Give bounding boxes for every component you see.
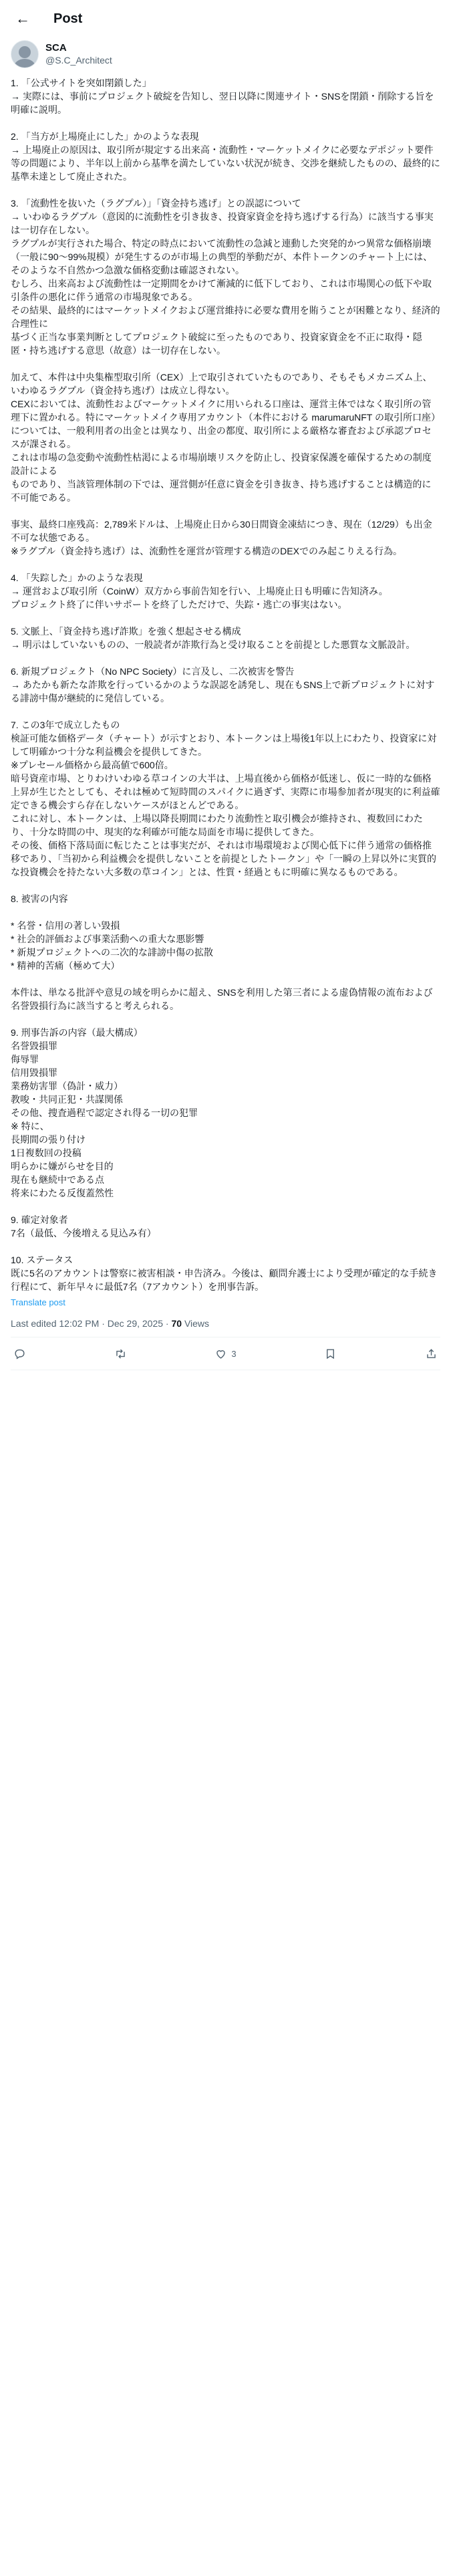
post-body [0,76,451,1370]
post-paragraph: 事実、最終口座残高：2,789米ドルは、上場廃止日から30日間資金凍結につき、現在（12/29）も出金不可な状態である。 ※ラグプル（資金持ち逃げ）は、流動性を運営が管理する構造のDEXでのみ起こりえる行為。 [11,519,432,556]
author-name[interactable]: SCA [45,42,67,53]
header [0,0,451,37]
action-bar [11,1337,440,1370]
reply-icon [13,1348,26,1360]
post-paragraph: 8. 被害の内容 [11,893,68,904]
repost-button[interactable] [114,1348,127,1360]
post-paragraph: 3. 「流動性を抜いた（ラグプル）」「資金持ち逃げ」との誤認について → いわゆるラグプル（意図的に流動性を引き抜き、投資家資金を持ち逃げする行為）に該当する事実は一切存在しない。 ラグプルが実行された場合、特定の時点において流動性の急減と連動した突発的かつ異常な価格崩壊（一般に90〜99%規模）が発生するのが市場上の典型的挙動だが、本件トークンのチャート上には、そのような不自然かつ急激な価格変動は確認されない。 むしろ、出来高および流動性は一定期間をかけて漸減的に低下しており、これは市場関心の低下や取引条件の悪化に伴う通常の市場現象である。 その結果、最終的にはマーケットメイクおよび運営維持に必要な費用を賄うことが困難となり、経済的合理性に 基づく正当な事業判断としてプロジェクト破綻に至ったものであり、投資家資金を不正に取得・隠匿・持ち逃げする意思（故意）は一切存在しない。 [11,198,440,356]
author-names [45,42,112,66]
post-paragraph: 10. ステータス 既に5名のアカウントは警察に被害相談・申告済み。今後は、顧問弁護士により受理が確定的な手続き行程にて、新年早々に最低7名（7アカウント）を刑事告訴。 [11,1255,438,1292]
post-meta [11,1318,440,1337]
like-button[interactable] [214,1348,236,1360]
like-count: 3 [231,1348,237,1359]
share-icon [425,1348,438,1360]
post-paragraph: 本件は、単なる批評や意見の域を明らかに超え、SNSを利用した第三者による虚偽情報の流布および名誉毀損行為に該当すると考えられる。 [11,987,433,1011]
post-paragraph: 9. 確定対象者 7名（最低、今後増える見込み有） [11,1214,156,1239]
avatar[interactable] [11,40,39,68]
post-paragraph: 1. 「公式サイトを突如閉鎖した」 → 実際には、事前にプロジェクト破綻を告知し、翌日以降に関連サイト・SNSを閉鎖・削除する旨を明確に説明。 [11,78,434,115]
author-handle[interactable]: @S.C_Architect [45,55,112,66]
page-title: Post [53,11,83,26]
views-count: 70 [171,1318,182,1329]
post-paragraph: 7. この3年で成立したもの 検証可能な価格データ（チャート）が示すとおり、本トークンは上場後1年以上にわたり、投資家に対して明確かつ十分な利益機会を提供してきた。 ※プレセール価格から最高値で600倍。 暗号資産市場、とりわけいわゆる草コインの大半は、上場直後から価格が低迷し、仮に一時的な価格上昇が生じたとしても、それは極めて短時間のスパイクに過ぎず、実際に市場参加者が現実的に利益確定できる機会すら存在しないケースがほとんどである。 これに対し、本トークンは、上場以降長期間にわたり流動性と取引機会が維持され、複数回にわたり、十分な時間の中、現実的な利確が可能な局面を市場に提供してきた。 その後、価格下落局面に転じたことは事実だが、それは市場環境および関心低下に伴う通常の価格推移であり、「当初から利益機会を提供しないことを前提としたトークン」や「一瞬の上昇以外に実質的な投資機会を持たない大多数の草コイン」とは、性質・経過ともに明確に異なるものである。 [11,720,440,877]
post-paragraph: 4. 「失踪した」かのような表現 → 運営および取引所（CoinW）双方から事前告知を行い、上場廃止日も明確に告知済み。 プロジェクト終了に伴いサポートを終了しただけで、失踪・逃亡の事実はない。 [11,572,388,610]
post-paragraph: * 名誉・信用の著しい毀損 * 社会的評価および事業活動への重大な悪影響 * 新規プロジェクトへの二次的な誹謗中傷の拡散 * 精神的苦痛（極めて大） [11,920,214,971]
post-paragraph: 9. 刑事告訴の内容（最大構成） 名誉毀損罪 侮辱罪 信用毀損罪 業務妨害罪（偽計・威力） 教唆・共同正犯・共謀関係 その他、捜査過程で認定され得る一切の犯罪 ※ 特に、 長期間の張り付け 1日複数回の投稿 明らかに嫌がらせを目的 現在も継続中である点 将来にわたる反復蓋然性 [11,1027,198,1198]
post-paragraph: 6. 新規プロジェクト（No NPC Society）に言及し、二次被害を警告 → あたかも新たな詐欺を行っているかのような誤認を誘発し、現在もSNS上で新プロジェクトに対する誹謗中傷が継続的に発信している。 [11,666,435,704]
bookmark-icon [324,1348,337,1360]
post-paragraph: 加えて、本件は中央集権型取引所（CEX）上で取引されていたものであり、そもそもメカニズム上、いわゆるラグプル（資金持ち逃げ）は成立し得ない。 CEXにおいては、流動性およびマーケットメイクに用いられる口座は、運営主体ではなく取引所の管理下に置かれる。特にマーケットメイク専用アカウント（本件における marumaruNFT の取引所口座）については、一般利用者の出金とは異なり、出金の都度、取引所による厳格な審査および承認プロセスが課される。 これは市場の急変動や流動性枯渇による市場崩壊リスクを防止し、投資家保護を確保するための制度設計による ものであり、当該管理体制の下では、運営側が任意に資金を引き抜き、持ち逃げすることは構造的に不可能である。 [11,372,440,503]
author-row [0,37,451,68]
back-button[interactable] [11,7,35,31]
arrow-left-icon: ← [15,10,30,27]
translate-link[interactable]: Translate post [11,1297,65,1307]
bookmark-button[interactable] [324,1348,337,1360]
post-paragraph: 5. 文脈上、「資金持ち逃げ詐欺」を強く想起させる構成 → 明示はしていないものの、一般読者が詐欺行為と受け取ることを前提とした悪質な文脈設計。 [11,626,416,650]
like-icon [214,1348,227,1360]
views-label: Views [182,1318,210,1329]
share-button[interactable] [425,1348,438,1360]
post-paragraph: 2. 「当方が上場廃止にした」かのような表現 → 上場廃止の原因は、取引所が規定する出来高・流動性・マーケットメイクに必要なデポジット要件等の問題により、半年以上前から基準を満たしていない状況が続き、交渉を継続したものの、最終的に基準未達として廃止された。 [11,131,440,182]
reply-button[interactable] [13,1348,26,1360]
edited-timestamp[interactable]: Last edited 12:02 PM · Dec 29, 2025 · [11,1318,172,1329]
repost-icon [114,1348,127,1360]
